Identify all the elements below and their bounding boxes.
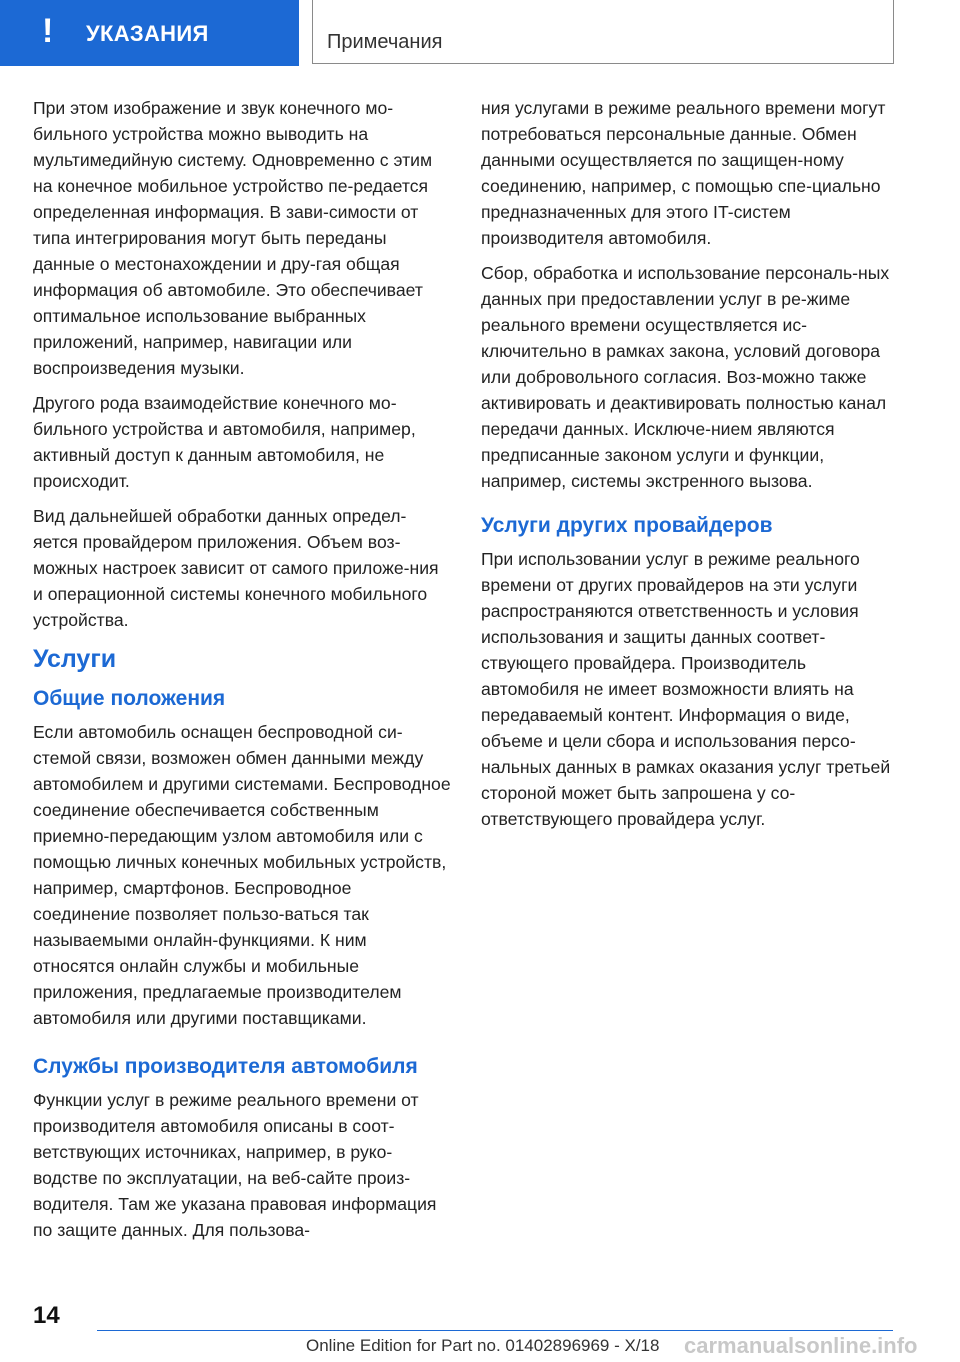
heading-other-providers: Услуги других провайдеров — [481, 514, 773, 537]
heading-manufacturer-services: Службы производителя автомобиля — [33, 1055, 418, 1078]
paragraph: ния услугами в режиме реального времени могут потребоваться персональные данные. Обмен данными осуществляется по защищен-ному соединению, например, с помощью спе-циально предназначенных для этого IT-систем производителя автомобиля. — [481, 98, 886, 248]
left-column — [33, 95, 451, 1252]
exclamation-icon: ! — [42, 12, 54, 50]
paragraph: Вид дальнейшей обработки данных определ-яется провайдером приложения. Объем воз-можных настроек зависит от самого приложе-ния и операционной системы конечного мобильного устройства. — [33, 506, 439, 630]
footer-divider — [97, 1330, 893, 1331]
paragraph: При этом изображение и звук конечного мо-бильного устройства можно выводить на мультимедийную систему. Одновременно с этим на конечное мобильное устройство пе-редается определенная информация. В зави-симости от типа интегрирования могут быть переданы данные о местонахождении и дру-гая общая информация об автомобиле. Это обеспечивает оптимальное использование выбранных приложений, например, навигации или воспроизведения музыки. — [33, 98, 433, 378]
heading-services: Услуги — [33, 645, 117, 673]
section-header-tab — [0, 0, 299, 66]
paragraph: Другого рода взаимодействие конечного мо-бильного устройства и автомобиля, например, активный доступ к данным автомобиля, не происходит. — [33, 393, 416, 491]
paragraph: При использовании услуг в режиме реального времени от других провайдеров на эти услуги распространяются ответственность и условия использования и защиты данных соответ-ствующего провайдера. Производитель автомобиля не имеет возможности влиять на передаваемый контент. Информация о виде, объеме и цели сбора и использования персо-нальных данных в рамках оказания услуг третьей стороной может быть запрошена у со-ответствующего провайдера услуг. — [481, 549, 891, 829]
right-column — [481, 95, 899, 841]
watermark: carmanualsonline.info — [684, 1333, 918, 1358]
edition-info: Online Edition for Part no. 01402896969 - X/18 — [306, 1336, 660, 1355]
subsection-title: Примечания — [327, 31, 443, 53]
section-title: УКАЗАНИЯ — [86, 21, 209, 46]
subsection-header — [312, 0, 894, 64]
page-number: 14 — [33, 1302, 60, 1329]
paragraph: Функции услуг в режиме реального времени от производителя автомобиля описаны в соот-ветствующих источниках, например, в руко-водстве по эксплуатации, на веб-сайте произ-водителя. Там же указана правовая информация по защите данных. Для пользова- — [33, 1090, 437, 1240]
heading-general: Общие положения — [33, 687, 226, 710]
paragraph: Сбор, обработка и использование персональ-ных данных при предоставлении услуг в ре-жиме реального времени осуществляется ис-ключительно в рамках закона, условий договора или добровольного согласия. Воз-можно также активировать и деактивировать полностью канал передачи данных. Исключе-нием являются предписанные законом услуги и функции, например, системы экстренного вызова. — [481, 263, 890, 491]
paragraph: Если автомобиль оснащен беспроводной си-стемой связи, возможен обмен данными между автомобилем и другими системами. Беспроводное соединение обеспечивается собственным приемно-передающим узлом автомобиля или с помощью личных конечных мобильных устройств, например, смартфонов. Беспроводное соединение позволяет пользо-ваться так называемыми онлайн-функциями. К ним относятся онлайн службы и мобильные приложения, предлагаемые производителем автомобиля или другими поставщиками. — [33, 722, 451, 1028]
